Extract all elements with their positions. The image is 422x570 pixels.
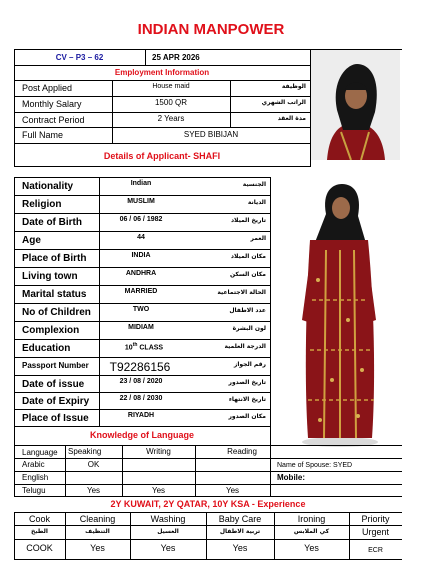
contract-period-arabic: مدة العقد (277, 115, 306, 122)
date-of-birth-value: 06 / 06 / 1982 (119, 216, 163, 223)
cleaning-arabic: التنظيف (85, 528, 110, 535)
cook-value: COOK (26, 543, 53, 553)
language-name: Telugu (22, 486, 46, 495)
full-name-value: SYED BIBIJAN (183, 130, 239, 139)
marital-status-value: MARRIED (124, 288, 158, 295)
spouse-name: Name of Spouse: SYED (277, 462, 353, 469)
living-town-value: ANDHRA (125, 270, 157, 277)
cv-reference: CV – P3 – 62 (55, 53, 104, 62)
employment-heading: Employment Information (114, 68, 210, 77)
religion-label: Religion (22, 199, 62, 210)
washing-arabic: الغسيل (157, 528, 179, 535)
cook-header: Cook (28, 514, 50, 524)
reading-header: Reading (227, 447, 257, 456)
age-value: 44 (137, 234, 145, 241)
place-of-birth-label: Place of Birth (22, 253, 87, 264)
language-name: English (22, 473, 49, 482)
ironing-value: Yes (304, 543, 319, 553)
language-speaking: OK (87, 460, 100, 469)
living-town-label: Living town (22, 271, 78, 282)
education-value-text: CLASS (137, 344, 164, 352)
baby-care-header: Baby Care (218, 514, 262, 524)
monthly-salary-label: Monthly Salary (22, 99, 82, 109)
passport-number-arabic: رقم الجواز (233, 361, 266, 368)
religion-arabic: الديانة (247, 199, 266, 206)
place-of-birth-value: INDIA (131, 252, 151, 259)
nationality-arabic: الجنسية (242, 181, 266, 188)
education-value (99, 343, 189, 351)
writing-header: Writing (146, 447, 171, 456)
post-applied-arabic: الوظيفة (281, 83, 306, 90)
no-of-children-label: No of Children (22, 307, 91, 318)
language-reading: Yes (225, 486, 240, 495)
applicant-full-photo (296, 180, 382, 450)
passport-number-label: Passport Number (22, 361, 89, 370)
date-of-birth-label: Date of Birth (22, 217, 82, 228)
passport-number-value: T92286156 (109, 360, 171, 374)
marital-status-arabic: الحالة الاجتماعية (217, 289, 266, 296)
contract-period-value: 2 Years (157, 114, 185, 123)
post-applied-label: Post Applied (22, 83, 73, 93)
post-applied-value: House maid (152, 83, 190, 90)
language-writing: Yes (151, 486, 166, 495)
page-title: INDIAN MANPOWER (137, 21, 285, 38)
language-header: Language (22, 448, 58, 457)
age-label: Age (22, 235, 41, 246)
language-name: Arabic (22, 460, 45, 469)
experience-heading: 2Y KUWAIT, 2Y QATAR, 10Y KSA - Experience (110, 499, 306, 509)
complexion-value: MIDIAM (128, 324, 154, 331)
place-of-issue-value: RIYADH (127, 412, 155, 419)
washing-value: Yes (160, 543, 176, 553)
date-of-expiry-label: Date of Expiry (22, 396, 90, 407)
date-of-issue-label: Date of issue (22, 379, 85, 390)
date-of-birth-arabic: تاريخ الميلاد (230, 217, 266, 224)
place-of-issue-arabic: مكان الصدور (228, 413, 266, 420)
religion-value: MUSLIM (127, 198, 155, 205)
monthly-salary-arabic: الراتب الشهري (261, 99, 306, 106)
complexion-arabic: لون البشرة (232, 325, 266, 332)
complexion-label: Complexion (22, 325, 80, 336)
speaking-header: Speaking (68, 447, 102, 456)
date-of-expiry-value: 22 / 08 / 2030 (119, 395, 163, 402)
washing-header: Washing (150, 514, 186, 524)
education-value-suffix: th (132, 342, 138, 348)
priority-value: ECR (368, 547, 383, 554)
nationality-value: Indian (130, 180, 152, 187)
date-of-issue-arabic: تاريخ الصدور (228, 379, 266, 386)
applicant-portrait-photo (311, 50, 400, 160)
ironing-arabic: كي الملابس (293, 528, 330, 535)
language-heading: Knowledge of Language (89, 430, 194, 440)
priority-header: Priority (361, 514, 390, 524)
place-of-issue-label: Place of Issue (22, 413, 89, 424)
no-of-children-value: TWO (132, 306, 150, 313)
baby-care-value: Yes (232, 543, 248, 553)
cv-date: 25 APR 2026 (152, 53, 200, 62)
date-of-expiry-arabic: تاريخ الانتهاء (228, 396, 266, 403)
living-town-arabic: مكان السكن (230, 271, 266, 278)
place-of-birth-arabic: مكان الميلاد (230, 253, 266, 260)
priority-arabic: Urgent (361, 527, 389, 537)
education-label: Education (22, 343, 71, 354)
mobile-label: Mobile: (277, 473, 305, 482)
language-speaking: Yes (86, 486, 101, 495)
date-of-issue-value: 23 / 08 / 2020 (119, 378, 163, 385)
full-name-label: Full Name (22, 130, 64, 140)
marital-status-label: Marital status (22, 289, 87, 300)
monthly-salary-value: 1500 QR (154, 98, 188, 107)
age-arabic: العمر (250, 235, 266, 242)
education-arabic: الدرجة العلمية (224, 343, 266, 350)
contract-period-label: Contract Period (22, 115, 85, 125)
nationality-label: Nationality (22, 181, 74, 192)
ironing-header: Ironing (297, 514, 326, 524)
applicant-heading: Details of Applicant- SHAFI (103, 151, 221, 161)
baby-care-arabic: تربية الاطفال (219, 528, 261, 535)
cleaning-header: Cleaning (79, 514, 116, 524)
cook-arabic: الطبخ (31, 528, 48, 535)
cleaning-value: Yes (90, 543, 105, 553)
no-of-children-arabic: عدد الاطفال (229, 307, 266, 314)
education-value-number: 10 (124, 344, 133, 352)
